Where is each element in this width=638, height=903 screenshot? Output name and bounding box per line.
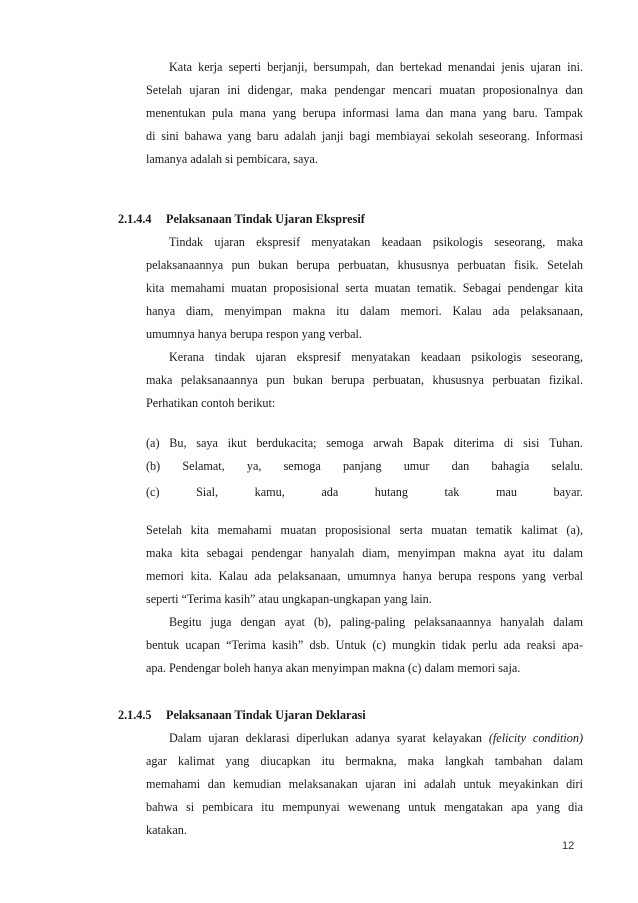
paragraph-example-a-analysis: [146, 519, 583, 611]
example-word: kamu,: [254, 485, 285, 499]
example-word: semoga: [326, 436, 364, 450]
text-line: Tindak ujaran ekspresif menyatakan keadaan psikologis seseorang, maka: [169, 235, 583, 249]
text-line: kita memahami muatan proposisional serta muatan tematik. Sebagai pendengar kita: [146, 281, 583, 295]
example-word: hutang: [374, 485, 408, 499]
italic-term: (felicity condition): [488, 731, 583, 745]
text-line: di sini bahawa yang baru adalah janji bagi membiayai sekolah seseorang. Informasi: [146, 129, 583, 143]
example-word: selalu.: [551, 459, 583, 473]
example-label: (b): [146, 459, 161, 473]
section-title: Pelaksanaan Tindak Ujaran Ekspresif: [166, 212, 365, 226]
example-word: saya: [196, 436, 218, 450]
text-line: agar kalimat yang diucapkan itu bermakna, maka langkah tambahan dalam: [146, 754, 583, 768]
text-line: menentukan pula mana yang berupa informasi lama dan mana yang baru. Tampak: [146, 106, 583, 120]
example-word: Selamat,: [182, 459, 225, 473]
paragraph-expressive-restated: [146, 346, 583, 415]
text-line: katakan.: [146, 823, 187, 837]
example-b: [146, 455, 583, 478]
text-line: lamanya adalah si pembicara, saya.: [146, 152, 318, 166]
example-word: Sial,: [196, 485, 219, 499]
text-line: Setelah ujaran ini didengar, maka pendengar mencari muatan proposionalnya dan: [146, 83, 583, 97]
text-line: Setelah kita memahami muatan proposisional serta muatan tematik kalimat (a),: [146, 523, 583, 537]
section-number: 2.1.4.4: [118, 212, 152, 226]
text-line: memahami dan kemudian melaksanakan ujaran ini adalah untuk meyakinkan diri: [146, 777, 583, 791]
example-word: ikut: [227, 436, 247, 450]
example-word: Tuhan.: [549, 436, 583, 450]
example-c: [146, 481, 583, 504]
text-line: Begitu juga dengan ayat (b), paling-paling pelaksanaannya hanyalah dalam: [169, 615, 583, 629]
text-line: hanya diam, menyimpan makna itu dalam memori. Kalau ada pelaksanaan,: [146, 304, 583, 318]
example-word: arwah: [373, 436, 403, 450]
text-line: bahwa si pembicara itu mempunyai wewenang untuk mengatakan apa yang dia: [146, 800, 583, 814]
examples-list: [146, 432, 583, 504]
example-word: Bu,: [169, 436, 187, 450]
example-word: dan: [451, 459, 470, 473]
example-word: ya,: [246, 459, 262, 473]
example-word: Bapak: [412, 436, 444, 450]
text-line: Dalam ujaran deklarasi diperlukan adanya syarat kelayakan (felicity condition): [169, 731, 583, 745]
text-line: apa. Pendengar boleh hanya akan menyimpan makna (c) dalam memori saja.: [146, 661, 521, 675]
text-line: Kata kerja seperti berjanji, bersumpah, dan bertekad menandai jenis ujaran ini.: [169, 60, 583, 74]
paragraph-declaration: [146, 727, 583, 842]
example-word: ada: [321, 485, 339, 499]
example-word: di: [503, 436, 514, 450]
example-word: umur: [403, 459, 430, 473]
example-a: [146, 432, 583, 455]
example-word: berdukacita;: [256, 436, 317, 450]
example-label: (c): [146, 485, 160, 499]
paragraph-expressive-intro: [146, 231, 583, 346]
example-word: diterima: [453, 436, 495, 450]
text-line: Perhatikan contoh berikut:: [146, 396, 276, 410]
text-line: pelaksanaannya pun bukan berupa perbuatan, khususnya perbuatan fisik. Setelah: [146, 258, 583, 272]
text-line: memori kita. Kalau ada pelaksanaan, umumnya hanya berupa respons yang verbal: [146, 569, 583, 583]
text-line: maka pelaksanaannya pun bukan berupa perbuatan, khususnya perbuatan fizikal.: [146, 373, 583, 387]
section-title: Pelaksanaan Tindak Ujaran Deklarasi: [166, 708, 366, 722]
text-line: maka kita sebagai pendengar hanyalah diam, menyimpan makna ayat itu dalam: [146, 546, 583, 560]
section-number: 2.1.4.5: [118, 708, 152, 722]
paragraph-example-b-c-analysis: [146, 611, 583, 680]
example-word: sisi: [523, 436, 540, 450]
example-word: bahagia: [491, 459, 530, 473]
example-word: bayar.: [553, 485, 583, 499]
section-heading-expressive: [118, 208, 365, 231]
example-word: tak: [444, 485, 460, 499]
text-line: Kerana tindak ujaran ekspresif menyatakan keadaan psikologis seseorang,: [169, 350, 583, 364]
text-line: bentuk ucapan “Terima kasih” dsb. Untuk (c) mungkin tidak perlu ada reaksi apa-: [146, 638, 583, 652]
page-number: 12: [562, 840, 575, 852]
text-line: umumnya hanya berupa respon yang verbal.: [146, 327, 362, 341]
example-word: mau: [495, 485, 517, 499]
example-word: semoga: [283, 459, 321, 473]
paragraph-promise-example: [146, 56, 583, 171]
example-label: (a): [146, 436, 160, 450]
section-heading-declaration: [118, 704, 366, 727]
text-line: seperti “Terima kasih” atau ungkapan-ungkapan yang lain.: [146, 592, 432, 606]
example-word: panjang: [342, 459, 382, 473]
